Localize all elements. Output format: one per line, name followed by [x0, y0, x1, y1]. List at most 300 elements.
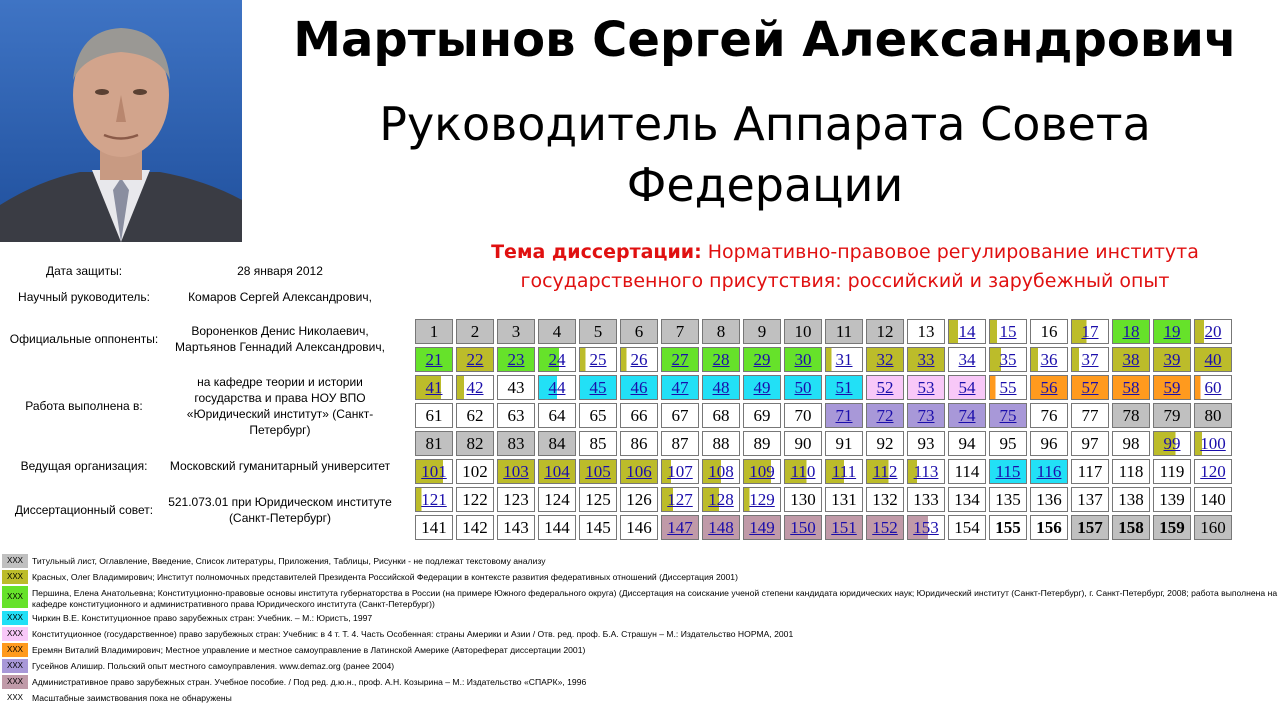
page-cell[interactable] [415, 375, 453, 400]
page-cell [620, 515, 658, 540]
page-cell[interactable] [1030, 375, 1068, 400]
legend-item [2, 675, 1278, 689]
page-cell [620, 403, 658, 428]
page-number: 160 [1200, 517, 1226, 537]
page-cell[interactable] [661, 515, 699, 540]
page-number: 11 [835, 321, 853, 341]
page-number: 80 [1204, 405, 1222, 425]
page-number: 5 [593, 321, 603, 341]
grid-row [415, 347, 1232, 372]
page-link[interactable]: 38 [1122, 349, 1140, 369]
page-number: 10 [794, 321, 812, 341]
page-number: 95 [999, 433, 1017, 453]
page-link[interactable]: 72 [876, 405, 894, 425]
page-cell[interactable] [948, 319, 986, 344]
page-number: 88 [712, 433, 730, 453]
page-cell[interactable] [415, 459, 453, 484]
page-cell[interactable] [415, 347, 453, 372]
page-number: 62 [466, 405, 484, 425]
page-cell [415, 431, 453, 456]
page-cell [989, 487, 1027, 512]
page-cell [866, 431, 904, 456]
page-link[interactable]: 115 [995, 461, 1021, 481]
page-link[interactable]: 55 [999, 377, 1017, 397]
page-cell[interactable] [1153, 375, 1191, 400]
page-cell[interactable] [825, 515, 863, 540]
page-cell[interactable] [538, 459, 576, 484]
page-cell[interactable] [1194, 431, 1232, 456]
page-link[interactable]: 150 [790, 517, 816, 537]
page-cell [620, 319, 658, 344]
page-link[interactable]: 53 [917, 377, 935, 397]
page-link[interactable]: 51 [835, 377, 853, 397]
page-cell[interactable] [579, 459, 617, 484]
page-link[interactable]: 47 [671, 377, 689, 397]
legend-swatch: XXX [2, 659, 28, 673]
page-cell[interactable] [497, 347, 535, 372]
page-number: 126 [626, 489, 652, 509]
page-cell[interactable] [1153, 319, 1191, 344]
page-number: 154 [954, 517, 980, 537]
page-number: 79 [1163, 405, 1181, 425]
page-link[interactable]: 30 [794, 349, 812, 369]
page-cell[interactable] [1194, 319, 1232, 344]
page-link[interactable]: 29 [753, 349, 771, 369]
page-link[interactable]: 107 [667, 461, 693, 481]
page-cell [1112, 459, 1150, 484]
page-link[interactable]: 23 [507, 349, 525, 369]
page-cell[interactable] [702, 347, 740, 372]
page-cell [1194, 487, 1232, 512]
info-row [4, 488, 396, 532]
page-number: 131 [831, 489, 857, 509]
person-name: Мартынов Сергей Александрович [293, 12, 1237, 68]
legend-item [2, 627, 1278, 641]
page-link[interactable]: 111 [831, 461, 857, 481]
page-link[interactable]: 73 [917, 405, 935, 425]
page-number: 12 [876, 321, 894, 341]
page-cell[interactable] [1030, 347, 1068, 372]
page-cell[interactable] [702, 515, 740, 540]
page-link[interactable]: 21 [425, 349, 443, 369]
info-label: Дата защиты: [45, 264, 123, 278]
page-cell [825, 431, 863, 456]
page-number: 123 [503, 489, 529, 509]
page-link[interactable]: 56 [1040, 377, 1058, 397]
page-cell[interactable] [579, 375, 617, 400]
legend-item [2, 586, 1278, 609]
page-number: 156 [1036, 517, 1062, 537]
page-number: 146 [626, 517, 652, 537]
page-link[interactable]: 41 [425, 377, 443, 397]
dissertation-topic [440, 238, 1250, 296]
info-value: Московский гуманитарный университет [169, 459, 391, 473]
page-cell[interactable] [456, 375, 494, 400]
legend-text: Титульный лист, Оглавление, Введение, Список литературы, Приложения, Таблицы, Рисунки - не подлежат текстовому анализу [32, 556, 546, 566]
page-link[interactable]: 35 [999, 349, 1017, 369]
page-number: 124 [544, 489, 570, 509]
page-link[interactable]: 74 [958, 405, 976, 425]
page-link[interactable]: 103 [503, 461, 529, 481]
page-cell [1112, 403, 1150, 428]
page-cell [456, 515, 494, 540]
page-cell [1194, 515, 1232, 540]
page-cell[interactable] [784, 347, 822, 372]
info-row [4, 284, 396, 310]
page-link[interactable]: 27 [671, 349, 689, 369]
page-cell[interactable] [702, 375, 740, 400]
page-number: 2 [470, 321, 480, 341]
info-value: на кафедре теории и истории государства и права НОУ ВПО «Юридический институт» (Санкт-Петербург) [186, 375, 374, 437]
page-number: 157 [1077, 517, 1103, 537]
page-cell[interactable] [702, 459, 740, 484]
page-cell [456, 319, 494, 344]
page-cell [1030, 487, 1068, 512]
page-cell[interactable] [702, 487, 740, 512]
page-link[interactable]: 20 [1204, 321, 1222, 341]
page-number: 133 [913, 489, 939, 509]
legend-swatch: XXX [2, 643, 28, 657]
page-link[interactable]: 151 [831, 517, 857, 537]
page-number: 68 [712, 405, 730, 425]
page-cell [1153, 403, 1191, 428]
info-value: Комаров Сергей Александрович, [188, 290, 372, 304]
page-cell[interactable] [1071, 319, 1109, 344]
page-cell[interactable] [415, 487, 453, 512]
page-link[interactable]: 15 [999, 321, 1017, 341]
page-cell [989, 431, 1027, 456]
page-cell[interactable] [1071, 375, 1109, 400]
page-cell[interactable] [784, 459, 822, 484]
info-label: Официальные оппоненты: [9, 332, 159, 346]
page-cell [620, 487, 658, 512]
page-number: 141 [421, 517, 447, 537]
page-number: 78 [1122, 405, 1140, 425]
page-number: 130 [790, 489, 816, 509]
page-link[interactable]: 28 [712, 349, 730, 369]
page-number: 92 [876, 433, 894, 453]
page-number: 143 [503, 517, 529, 537]
page-link[interactable]: 148 [708, 517, 734, 537]
page-number: 1 [429, 321, 439, 341]
page-link[interactable]: 36 [1040, 349, 1058, 369]
page-cell[interactable] [825, 403, 863, 428]
page-link[interactable]: 52 [876, 377, 894, 397]
page-link[interactable]: 42 [466, 377, 484, 397]
page-cell [579, 515, 617, 540]
page-cell [1153, 487, 1191, 512]
page-cell[interactable] [989, 375, 1027, 400]
page-link[interactable]: 25 [589, 349, 607, 369]
page-cell [743, 319, 781, 344]
page-cell [702, 431, 740, 456]
page-link[interactable]: 18 [1122, 321, 1140, 341]
page-link[interactable]: 54 [958, 377, 976, 397]
page-number: 136 [1036, 489, 1062, 509]
page-cell [784, 487, 822, 512]
page-cell[interactable] [538, 347, 576, 372]
page-number: 142 [462, 517, 488, 537]
person-position: Руководитель Аппарата Совета Федерации [379, 97, 1151, 212]
page-cell[interactable] [1112, 347, 1150, 372]
page-cell [538, 319, 576, 344]
page-number: 82 [466, 433, 484, 453]
page-cell[interactable] [1112, 319, 1150, 344]
page-link[interactable]: 108 [708, 461, 734, 481]
page-cell [538, 515, 576, 540]
legend-swatch: XXX [2, 691, 28, 705]
page-link[interactable]: 57 [1081, 377, 1099, 397]
page-link[interactable]: 32 [876, 349, 894, 369]
page-number: 102 [462, 461, 488, 481]
page-cell[interactable] [825, 347, 863, 372]
page-link[interactable]: 104 [544, 461, 570, 481]
page-number: 93 [917, 433, 935, 453]
page-link[interactable]: 22 [466, 349, 484, 369]
page-number: 91 [835, 433, 853, 453]
page-link[interactable]: 105 [585, 461, 611, 481]
legend-item [2, 643, 1278, 657]
page-cell[interactable] [907, 347, 945, 372]
page-cell[interactable] [989, 347, 1027, 372]
page-cell[interactable] [1071, 347, 1109, 372]
page-cell[interactable] [866, 515, 904, 540]
page-number: 43 [507, 377, 525, 397]
page-cell [661, 403, 699, 428]
page-number: 138 [1118, 489, 1144, 509]
page-cell [866, 319, 904, 344]
page-cell [907, 319, 945, 344]
legend-item [2, 691, 1278, 705]
legend [2, 554, 1278, 707]
page-link[interactable]: 109 [749, 461, 775, 481]
page-cell [1071, 487, 1109, 512]
page-cell[interactable] [1194, 347, 1232, 372]
page-link[interactable]: 120 [1200, 461, 1226, 481]
legend-item [2, 611, 1278, 625]
page-cell[interactable] [784, 375, 822, 400]
page-number: 135 [995, 489, 1021, 509]
page-link[interactable]: 40 [1204, 349, 1222, 369]
page-link[interactable]: 128 [708, 489, 734, 509]
page-link[interactable]: 99 [1163, 433, 1181, 453]
page-cell[interactable] [456, 347, 494, 372]
info-label: Научный руководитель: [18, 290, 150, 304]
page-link[interactable]: 37 [1081, 349, 1099, 369]
page-cell [579, 403, 617, 428]
page-cell[interactable] [743, 375, 781, 400]
page-cell[interactable] [1194, 375, 1232, 400]
page-link[interactable]: 59 [1163, 377, 1181, 397]
page-link[interactable]: 44 [548, 377, 566, 397]
page-cell[interactable] [743, 459, 781, 484]
page-number: 85 [589, 433, 607, 453]
page-link[interactable]: 147 [667, 517, 693, 537]
page-number: 70 [794, 405, 812, 425]
page-link[interactable]: 48 [712, 377, 730, 397]
page-cell[interactable] [989, 459, 1027, 484]
page-cell[interactable] [620, 375, 658, 400]
page-cell[interactable] [866, 347, 904, 372]
info-label: Ведущая организация: [20, 459, 148, 473]
page-cell[interactable] [907, 515, 945, 540]
page-link[interactable]: 39 [1163, 349, 1181, 369]
page-cell[interactable] [620, 347, 658, 372]
page-link[interactable]: 26 [630, 349, 648, 369]
page-cell [1112, 487, 1150, 512]
page-link[interactable]: 106 [626, 461, 652, 481]
page-cell [497, 431, 535, 456]
page-cell[interactable] [620, 459, 658, 484]
page-cell[interactable] [907, 459, 945, 484]
page-number: 96 [1040, 433, 1058, 453]
page-cell[interactable] [1194, 459, 1232, 484]
page-cell [866, 487, 904, 512]
info-row [4, 368, 396, 444]
page-cell[interactable] [743, 487, 781, 512]
page-link[interactable]: 149 [749, 517, 775, 537]
legend-text: Чиркин В.Е. Конституционное право зарубежных стран: Учебник. – М.: Юристъ, 1997 [32, 613, 373, 623]
page-link[interactable]: 112 [872, 461, 898, 481]
page-cell[interactable] [989, 403, 1027, 428]
page-link[interactable]: 129 [749, 489, 775, 509]
page-cell [702, 403, 740, 428]
page-cell[interactable] [948, 403, 986, 428]
legend-text: Еремян Виталий Владимирович; Местное управление и местное самоуправление в Латинской Америке (Автореферат диссертации 2001) [32, 645, 586, 655]
page-cell [497, 319, 535, 344]
page-link[interactable]: 14 [958, 321, 976, 341]
page-number: 83 [507, 433, 525, 453]
page-cell[interactable] [743, 515, 781, 540]
legend-swatch: XXX [2, 611, 28, 625]
page-cell[interactable] [661, 375, 699, 400]
page-link[interactable]: 19 [1163, 321, 1181, 341]
page-cell[interactable] [579, 347, 617, 372]
page-cell[interactable] [661, 459, 699, 484]
page-link[interactable]: 153 [913, 517, 939, 537]
page-cell[interactable] [1153, 431, 1191, 456]
page-number: 117 [1077, 461, 1103, 481]
topic-label: Тема диссертации: [491, 241, 702, 263]
page-cell[interactable] [948, 347, 986, 372]
page-number: 66 [630, 405, 648, 425]
page-cell [538, 487, 576, 512]
page-link[interactable]: 121 [421, 489, 447, 509]
page-cell [1071, 403, 1109, 428]
page-cell [456, 431, 494, 456]
page-link[interactable]: 60 [1204, 377, 1222, 397]
page-cell [784, 431, 822, 456]
page-number: 77 [1081, 405, 1099, 425]
page-number: 98 [1122, 433, 1140, 453]
page-number: 76 [1040, 405, 1058, 425]
info-table [4, 258, 396, 532]
page-link[interactable]: 24 [548, 349, 566, 369]
page-cell [538, 431, 576, 456]
grid-row [415, 319, 1232, 344]
grid-row [415, 431, 1232, 456]
info-value: Вороненков Денис Николаевич, Мартьянов Геннадий Александрович, [175, 324, 385, 354]
page-link[interactable]: 101 [421, 461, 447, 481]
page-cell [1030, 515, 1068, 540]
page-cell[interactable] [866, 403, 904, 428]
page-link[interactable]: 33 [917, 349, 935, 369]
page-number: 97 [1081, 433, 1099, 453]
page-link[interactable]: 31 [835, 349, 853, 369]
page-number: 9 [757, 321, 767, 341]
page-link[interactable]: 71 [835, 405, 853, 425]
page-cell [1112, 431, 1150, 456]
page-link[interactable]: 116 [1036, 461, 1062, 481]
page-link[interactable]: 113 [913, 461, 939, 481]
page-cell [743, 431, 781, 456]
page-cell[interactable] [989, 319, 1027, 344]
grid-row [415, 487, 1232, 512]
page-link[interactable]: 127 [667, 489, 693, 509]
page-number: 134 [954, 489, 980, 509]
page-cell [661, 319, 699, 344]
page-cell [1071, 431, 1109, 456]
legend-text: Першина, Елена Анатольевна; Конституционно-правовые основы института губернаторства в России (на примере Южного федерального округа) (Диссертация на соискание ученой степени кандидата юридических наук; Юридический институт (Санкт-Петербург), г. Санкт-Петербург, 2008; работа выполнена на кафедре конституционного и административного права Юридического института (Санкт-Петербург)) [32, 588, 1278, 609]
page-cell[interactable] [743, 347, 781, 372]
page-link[interactable]: 17 [1081, 321, 1099, 341]
legend-swatch: XXX [2, 570, 28, 584]
page-cell [1071, 515, 1109, 540]
info-row [4, 310, 396, 368]
page-cell [1112, 515, 1150, 540]
page-cell [948, 459, 986, 484]
page-link[interactable]: 152 [872, 517, 898, 537]
page-link[interactable]: 45 [589, 377, 607, 397]
page-cell [497, 375, 535, 400]
page-cell[interactable] [497, 459, 535, 484]
page-number: 67 [671, 405, 689, 425]
page-cell[interactable] [1153, 347, 1191, 372]
page-cell[interactable] [948, 375, 986, 400]
page-cell[interactable] [907, 375, 945, 400]
page-link[interactable]: 100 [1200, 433, 1226, 453]
page-cell[interactable] [784, 515, 822, 540]
info-value: 28 января 2012 [237, 264, 323, 278]
page-cell[interactable] [825, 459, 863, 484]
legend-text: Административное право зарубежных стран. Учебное пособие. / Под ред. д.ю.н., проф. А.Н. Козырина – М.: Издательство «СПАРК», 1996 [32, 677, 587, 687]
page-cell [456, 487, 494, 512]
page-cell [579, 319, 617, 344]
page-cell[interactable] [1030, 459, 1068, 484]
page-cell[interactable] [1112, 375, 1150, 400]
page-cell[interactable] [866, 375, 904, 400]
page-number: 137 [1077, 489, 1103, 509]
page-number: 86 [630, 433, 648, 453]
info-row [4, 258, 396, 284]
page-link[interactable]: 58 [1122, 377, 1140, 397]
page-link[interactable]: 49 [753, 377, 771, 397]
page-link[interactable]: 34 [958, 349, 976, 369]
page-cell[interactable] [538, 375, 576, 400]
page-link[interactable]: 75 [999, 405, 1017, 425]
page-cell[interactable] [825, 375, 863, 400]
page-cell[interactable] [866, 459, 904, 484]
page-link[interactable]: 50 [794, 377, 812, 397]
page-link[interactable]: 110 [790, 461, 816, 481]
page-cell[interactable] [907, 403, 945, 428]
page-number: 132 [872, 489, 898, 509]
page-cell [825, 319, 863, 344]
page-cell[interactable] [661, 347, 699, 372]
page-number: 69 [753, 405, 771, 425]
page-link[interactable]: 46 [630, 377, 648, 397]
page-cell[interactable] [661, 487, 699, 512]
